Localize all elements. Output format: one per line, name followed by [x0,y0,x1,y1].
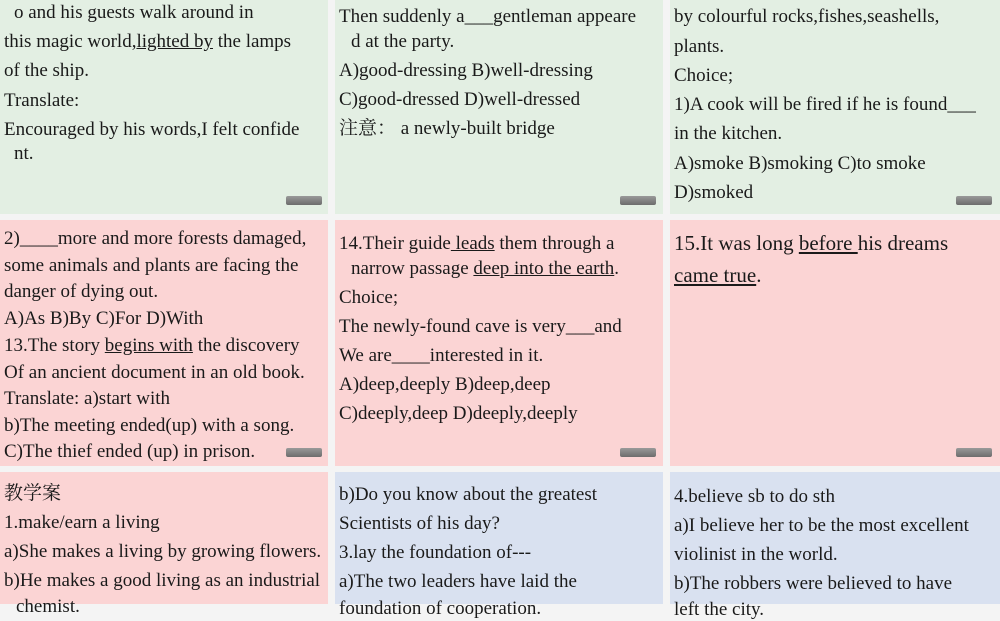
slide-8-line-1: b)Do you know about the greatest [339,484,598,505]
underlined-phrase: begins with [104,335,193,356]
slide-9-line-5: left the city. [674,599,765,620]
slide-4-line-8: b)The meeting ended(up) with a song. [4,415,295,436]
slide-3-line-6: A)smoke B)smoking C)to smoke [674,153,926,174]
slide-4-line-6: Of an ancient document in an old book. [4,362,305,383]
slide-8-line-4: a)The two leaders have laid the [339,571,577,592]
slide-6-line-2 [674,263,761,287]
slide-8-line-2: Scientists of his day? [339,513,500,534]
slide-1-line-1: o and his guests walk around in [14,2,254,23]
slide-logo [620,448,656,457]
slide-3-line-3: Choice; [674,65,734,86]
slide-5-line-3: Choice; [339,287,399,308]
slide-8-line-3: 3.lay the foundation of--- [339,542,532,563]
slide-5-line-2 [351,258,619,280]
slide-2-line-5: 注意： a newly-built bridge [339,118,555,139]
text-segment: his dreams [857,231,949,255]
slide-logo [620,196,656,205]
slide-3-line-1: by colourful rocks,fishes,seashells, [674,6,940,27]
text-segment: 15.It was long [674,231,799,255]
slide-8-line-5: foundation of cooperation. [339,598,542,619]
slide-7 [0,472,328,617]
slide-7-line-1: 教学案 [4,483,62,504]
text-segment: 13.The story [4,335,105,356]
text-segment: narrow passage [351,258,474,279]
slide-3-line-4: 1)A cook will be fired if he is found___ [674,94,976,115]
slide-5-line-1 [339,233,614,255]
slide-4-line-9: C)The thief ended (up) in prison. [4,441,256,462]
slide-logo [286,196,322,205]
slide-3 [670,0,1000,214]
slide-2-line-2: d at the party. [351,31,455,52]
slide-1-line-2 [4,31,291,53]
slide-4-line-4: A)As B)By C)For D)With [4,308,204,329]
slide-9-line-2: a)I believe her to be the most excellent [674,515,969,536]
slide-9-line-3: violinist in the world. [674,544,838,565]
slide-logo [956,196,992,205]
slide-3-line-5: in the kitchen. [674,123,783,144]
slide-7-line-2: 1.make/earn a living [4,512,160,533]
slide-7-line-3: a)She makes a living by growing flowers. [4,541,322,562]
slide-5-line-5: We are____interested in it. [339,345,544,366]
slide-4-line-7: Translate: a)start with [4,388,171,409]
slide-1-line-5: Encouraged by his words,I felt confide [4,119,300,140]
slide-7-line-5: chemist. [16,596,80,617]
slide-4 [0,220,328,466]
text-segment: . [756,263,762,287]
slide-4-line-1: 2)____more and more forests damaged, [4,228,307,249]
slide-1-line-6: nt. [14,143,34,164]
slide-1-line-4: Translate: [4,90,80,111]
slide-4-line-3: danger of dying out. [4,281,159,302]
slide-7-line-4: b)He makes a good living as an industrial [4,570,321,591]
slide-9 [670,472,1000,620]
slide-9-line-4: b)The robbers were believed to have [674,573,953,594]
slide-5-line-6: A)deep,deeply B)deep,deep [339,374,551,395]
text-segment: the discovery [192,335,300,356]
slide-1 [0,0,328,214]
slide-8 [335,472,663,619]
slide-logo [956,448,992,457]
slide-5-line-4: The newly-found cave is very___and [339,316,622,337]
slide-3-line-7: D)smoked [674,182,754,203]
text-segment: them through a [494,233,615,254]
slide-4-line-5 [4,335,300,357]
underlined-phrase: deep into the earth [473,258,615,279]
slide-9-line-1: 4.believe sb to do sth [674,486,835,507]
underlined-phrase: came true [674,263,757,287]
underlined-phrase: leads [450,233,495,254]
slide-2 [335,0,663,214]
underlined-phrase: before [798,231,858,255]
slide-1-line-3: of the ship. [4,60,89,81]
slide-2-line-3: A)good-dressing B)well-dressing [339,60,593,81]
slide-5-line-7: C)deeply,deep D)deeply,deeply [339,403,578,424]
text-segment: . [614,258,620,279]
slide-6 [670,220,1000,466]
underlined-phrase: lighted by [136,31,213,52]
slide-5 [335,220,663,466]
text-segment: the lamps [212,31,292,52]
slide-3-line-2: plants. [674,36,725,57]
slide-2-line-4: C)good-dressed D)well-dressed [339,89,581,110]
text-segment: this magic world, [4,31,137,52]
slide-4-line-2: some animals and plants are facing the [4,255,299,276]
text-segment: 14.Their guide [339,233,451,254]
slide-2-line-1: Then suddenly a___gentleman appeare [339,6,637,27]
slide-logo [286,448,322,457]
slide-6-line-1 [674,231,948,255]
